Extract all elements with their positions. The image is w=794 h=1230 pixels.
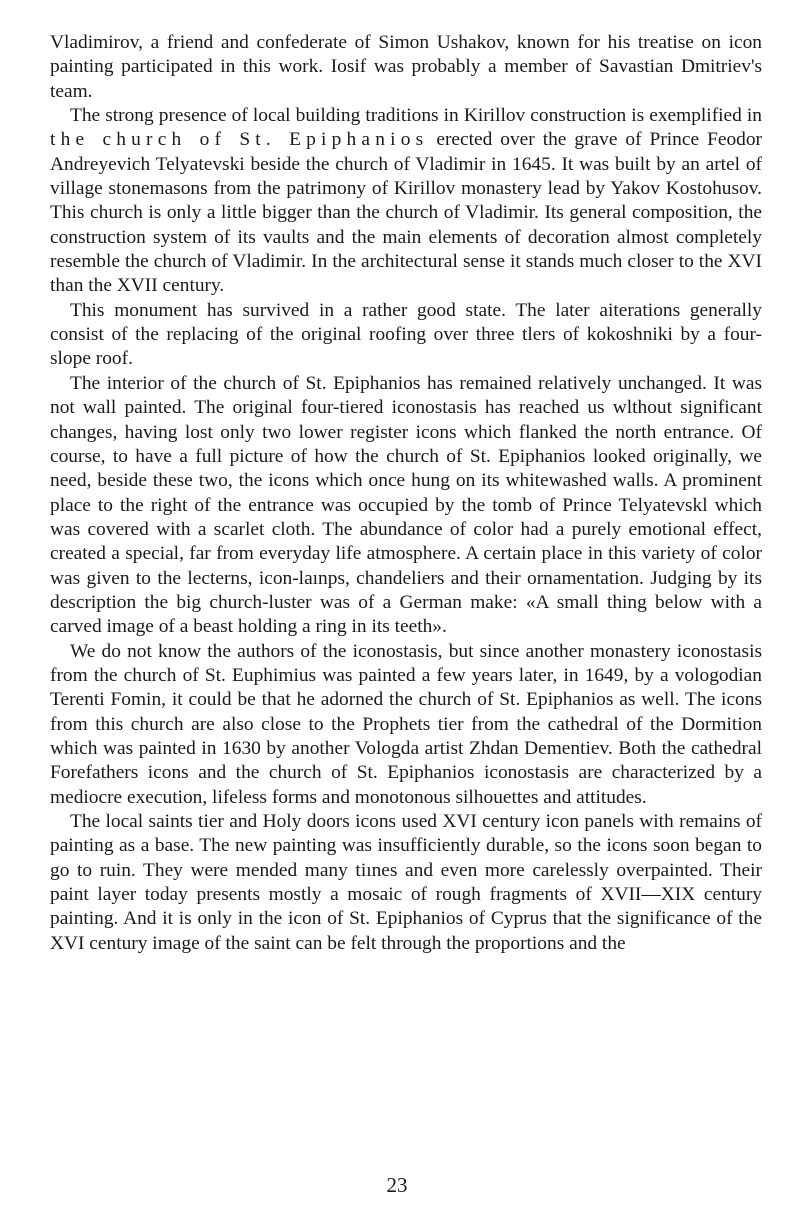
- page-number: 23: [386, 1173, 408, 1197]
- paragraph-text-before: The strong presence of local building traditions in Kirillov construction is exemplified in: [70, 105, 762, 127]
- letterspaced-emphasis: the church of St. Epiphanios: [50, 129, 429, 151]
- paragraph-interior: The interior of the church of St. Epiphanios has remained relatively unchanged. It was not wall painted. The original four-tiered iconostasis has reached us wlthout significant changes, having lost only two lower register icons which flanked the north entrance. Of course, to have a full picture of how the church of St. Epiphanios looked originally, we need, beside these two, the icons which once hung on its whitewashed walls. A prominent place to the right of the entrance was occupied by the tomb of Prince Telyatevskl which was covered with a scarlet cloth. The abundance of color had a purely emotional effect, created a special, far from everyday life atmosphere. A certain place in this variety of color was given to the lecterns, icon-laınps, chandeliers and their ornamentation. Judging by its description the big church-luster was of a German make: «A small thing below with a carved image of a beast holding a ring in its teeth».: [50, 372, 762, 638]
- paragraph-church-of-st-epiphanios: [50, 104, 762, 299]
- paragraph-continuation: Vladimirov, a friend and confederate of Simon Ushakov, known for his treatise on icon painting participated in this work. Iosif was probably a member of Savastian Dmitriev's team.: [50, 32, 762, 102]
- paragraph-iconostasis-authors: We do not know the authors of the iconostasis, but since another monastery iconostasis from the church of St. Euphimius was painted a few years later, in 1649, by a vologodian Terenti Fomin, it could be that he adorned the church of St. Epiphanios as well. The icons from this church are also close to the Prophets tier from the cathedral of the Dormition which was painted in 1630 by another Vologda artist Zhdan Dementiev. Both the cathedral Forefathers icons and the church of St. Epiphanios iconostasis are characterized by a mediocre execution, lifeless forms and monotonous silhouettes and attitudes.: [50, 640, 762, 808]
- body-text: [50, 31, 762, 956]
- paragraph-text-after: erected over the grave of Prince Feodor Andreyevich Telyatevski beside the church of Vladimir in 1645. It was built by an artel of village stonemasons from the patrimony of Kirillov monastery lead by Yakov Kostohusov. This church is only a little bigger than the church of Vladimir. Its general composition, the construction system of its vaults and the main elements of decoration almost completely resemble the church of Vladimir. In the architectural sense it stands much closer to the XVI than the XVII century.: [50, 129, 762, 297]
- paragraph-local-saints-tier: The local saints tier and Holy doors icons used XVI century icon panels with remains of painting as a base. The new painting was insufficiently durable, so the icons soon began to go to ruin. They were mended many tiınes and even more carelessly overpainted. Their paint layer today presents mostly a mosaic of rough fragments of XVII—XIX century painting. And it is only in the icon of St. Epiphanios of Cyprus that the significance of the XVI century image of the saint can be felt through the proportions and the: [50, 811, 762, 954]
- paragraph-monument-state: This monument has survived in a rather good state. The later aiterations generally consist of the replacing of the original roofing over three tlers of kokoshniki by a four-slope roof.: [50, 299, 762, 370]
